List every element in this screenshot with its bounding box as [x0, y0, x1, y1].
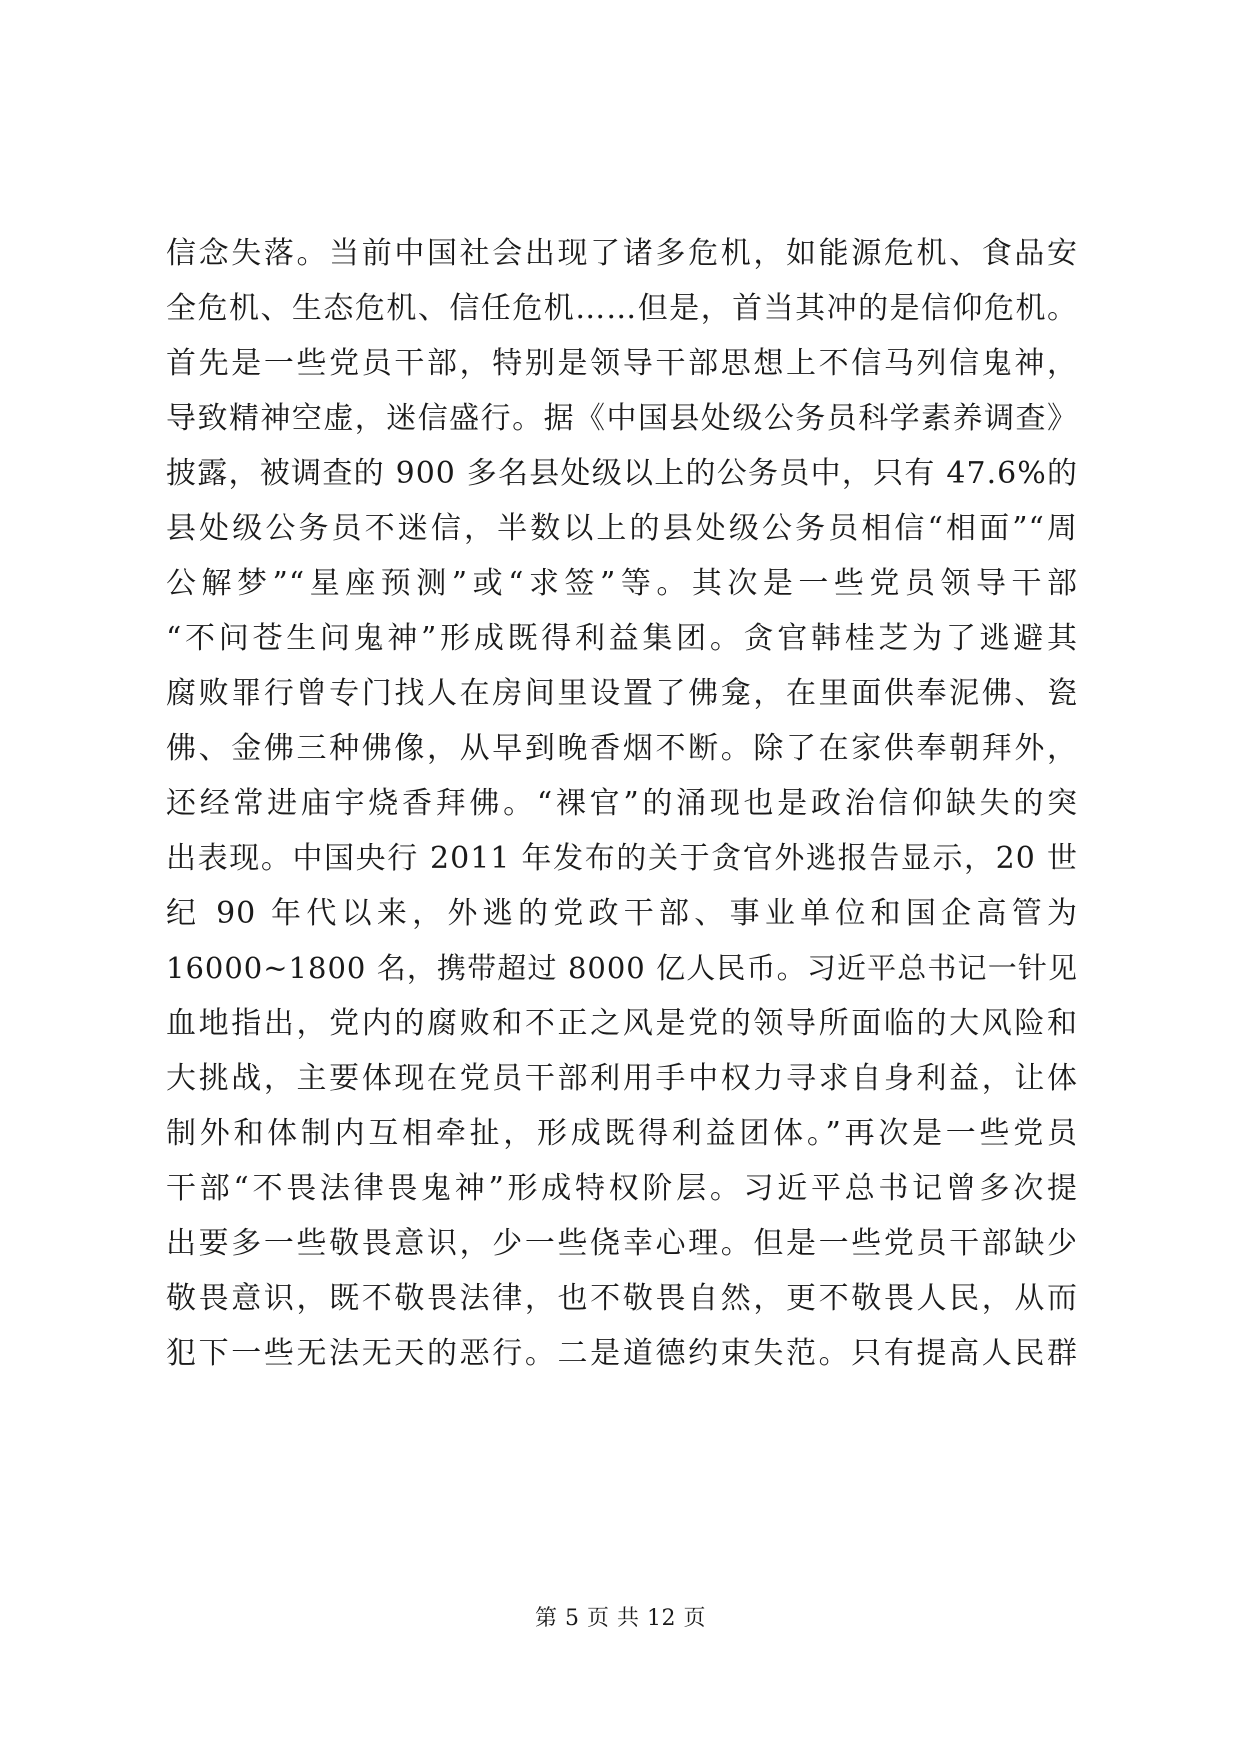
text-line: 干部“不畏法律畏鬼神”形成特权阶层。习近平总书记曾多次提: [166, 1171, 1078, 1206]
text-line: 大挑战，主要体现在党员干部利用手中权力寻求自身利益，让体: [166, 1061, 1078, 1096]
text-line: 信念失落。当前中国社会出现了诸多危机，如能源危机、食品安: [166, 236, 1078, 271]
text-line: 县处级公务员不迷信，半数以上的县处级公务员相信“相面”“周: [166, 511, 1078, 546]
text-line: 还经常进庙宇烧香拜佛。“裸官”的涌现也是政治信仰缺失的突: [166, 786, 1078, 821]
text-line: 佛、金佛三种佛像，从早到晚香烟不断。除了在家供奉朝拜外，: [166, 731, 1078, 766]
text-line: 出表现。中国央行 2011 年发布的关于贪官外逃报告显示，20 世: [166, 841, 1078, 876]
text-line: 全危机、生态危机、信任危机……但是，首当其冲的是信仰危机。: [166, 291, 1078, 326]
text-line: 血地指出，党内的腐败和不正之风是党的领导所面临的大风险和: [166, 1006, 1078, 1041]
text-line: 敬畏意识，既不敬畏法律，也不敬畏自然，更不敬畏人民，从而: [166, 1281, 1078, 1316]
text-line: 犯下一些无法无天的恶行。二是道德约束失范。只有提高人民群: [166, 1336, 1078, 1371]
text-line: 公解梦”“星座预测”或“求签”等。其次是一些党员领导干部: [166, 566, 1078, 601]
text-line: “不问苍生问鬼神”形成既得利益集团。贪官韩桂芝为了逃避其: [166, 621, 1078, 656]
text-line: 首先是一些党员干部，特别是领导干部思想上不信马列信鬼神，: [166, 346, 1078, 381]
text-line: 披露，被调查的 900 多名县处级以上的公务员中，只有 47.6%的: [166, 456, 1078, 491]
text-line: 纪 90 年代以来，外逃的党政干部、事业单位和国企高管为: [166, 896, 1078, 931]
body-text: [166, 226, 1078, 1381]
page-number-footer: 第 5 页 共 12 页: [535, 1606, 706, 1631]
text-line: 出要多一些敬畏意识，少一些侥幸心理。但是一些党员干部缺少: [166, 1226, 1078, 1261]
text-line: 16000~1800 名，携带超过 8000 亿人民币。习近平总书记一针见: [166, 951, 1078, 985]
text-line: 制外和体制内互相牵扯，形成既得利益团体。”再次是一些党员: [166, 1116, 1078, 1151]
text-line: 导致精神空虚，迷信盛行。据《中国县处级公务员科学素养调查》: [166, 401, 1078, 436]
text-line: 腐败罪行曾专门找人在房间里设置了佛龛，在里面供奉泥佛、瓷: [166, 676, 1078, 711]
